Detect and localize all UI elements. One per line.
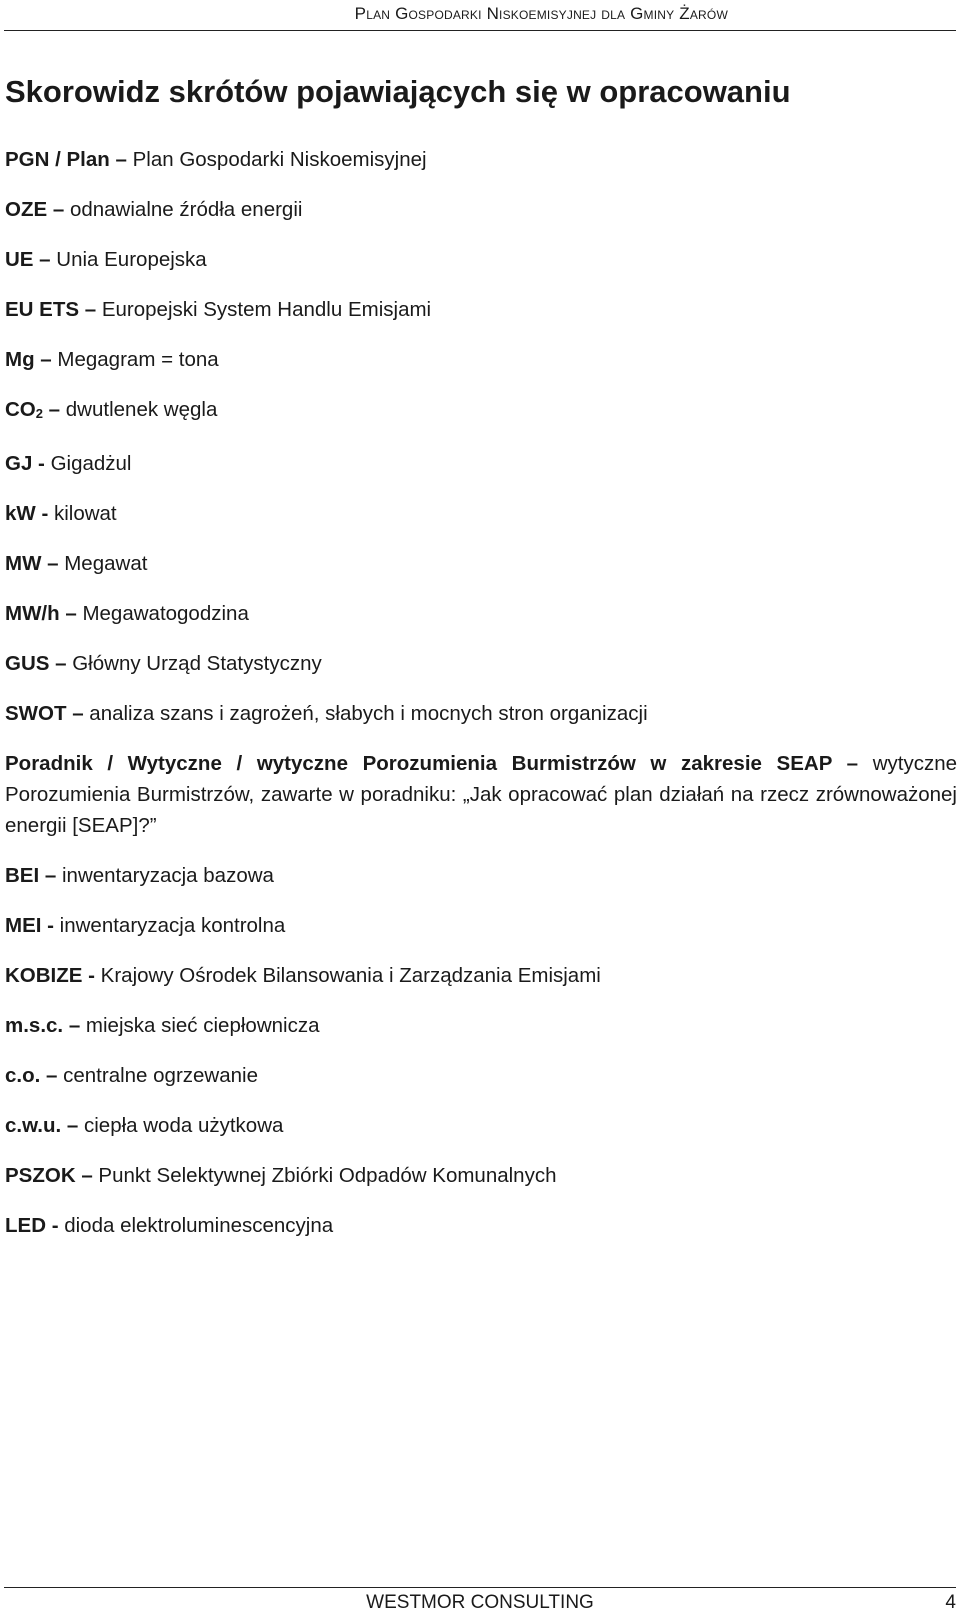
abbreviation-term xyxy=(5,702,67,725)
abbreviation-term-text: EU ETS xyxy=(5,298,80,321)
abbreviation-description: Megagram = tona xyxy=(57,348,219,371)
abbreviation-separator: – xyxy=(33,248,57,271)
abbreviation-term xyxy=(5,198,47,221)
abbreviation-term-text: Mg xyxy=(5,348,35,371)
abbreviation-description: Punkt Selektywnej Zbiórki Odpadów Komunalnych xyxy=(98,1164,557,1187)
abbreviation-description: wytyczne Porozumienia Burmistrzów, zawarte w poradniku: „Jak opracować plan działań na rzecz zrównoważonej energii [SEAP]?” xyxy=(5,752,957,837)
abbreviation-term-text: KOBIZE xyxy=(5,964,83,987)
abbreviation-term xyxy=(5,452,32,475)
abbreviation-description: dioda elektroluminescencyjna xyxy=(64,1214,334,1237)
abbreviation-entry xyxy=(5,910,957,941)
abbreviation-entry xyxy=(5,698,957,729)
abbreviation-term-text: PGN / Plan xyxy=(5,148,110,171)
abbreviation-description: centralne ogrzewanie xyxy=(63,1064,258,1087)
abbreviation-separator: – xyxy=(42,398,66,421)
abbreviation-term-text: c.w.u. xyxy=(5,1114,62,1137)
abbreviation-entry xyxy=(5,1160,957,1191)
abbreviation-separator: – xyxy=(61,1114,84,1137)
footer-divider xyxy=(4,1587,956,1588)
abbreviation-term-text: MEI xyxy=(5,914,42,937)
abbreviation-entry xyxy=(5,498,957,529)
abbreviation-term xyxy=(5,602,60,625)
abbreviation-term-text: LED xyxy=(5,1214,46,1237)
page-title: Skorowidz skrótów pojawiających się w opracowaniu xyxy=(5,74,791,109)
abbreviation-term xyxy=(5,1114,61,1137)
abbreviation-description: kilowat xyxy=(53,502,117,525)
abbreviation-separator: – xyxy=(40,1064,64,1087)
page-number: 4 xyxy=(945,1592,956,1613)
abbreviation-term xyxy=(5,148,110,171)
abbreviation-separator: – xyxy=(49,652,73,675)
abbreviation-term-text: MW xyxy=(5,552,42,575)
abbreviation-separator: – xyxy=(59,602,83,625)
abbreviation-term-text: CO xyxy=(5,398,36,421)
abbreviation-entry xyxy=(5,1060,957,1091)
abbreviation-description: Główny Urząd Statystyczny xyxy=(72,652,322,675)
abbreviation-separator: – xyxy=(39,864,62,887)
abbreviation-term xyxy=(5,398,43,421)
abbreviation-term xyxy=(5,864,39,887)
abbreviation-term-text: c.o. xyxy=(5,1064,41,1087)
abbreviation-term-text: PSZOK xyxy=(5,1164,76,1187)
abbreviation-term xyxy=(5,964,82,987)
abbreviation-description: Plan Gospodarki Niskoemisyjnej xyxy=(132,148,427,171)
abbreviation-entry xyxy=(5,144,957,175)
abbreviation-term xyxy=(5,502,36,525)
abbreviation-term xyxy=(5,348,35,371)
abbreviation-entry xyxy=(5,648,957,679)
abbreviation-separator: – xyxy=(832,752,873,775)
abbreviation-term-text: Poradnik / Wytyczne / wytyczne Porozumienia Burmistrzów w zakresie SEAP xyxy=(5,752,833,775)
abbreviation-term xyxy=(5,298,79,321)
abbreviation-separator: - xyxy=(82,964,101,987)
abbreviation-term-text: GUS xyxy=(5,652,50,675)
abbreviation-description: ciepła woda użytkowa xyxy=(84,1114,284,1137)
abbreviation-entry xyxy=(5,394,957,429)
abbreviation-description: Krajowy Ośrodek Bilansowania i Zarządzania Emisjami xyxy=(100,964,601,987)
abbreviation-description: miejska sieć ciepłownicza xyxy=(85,1014,320,1037)
abbreviation-list xyxy=(5,144,957,1260)
abbreviation-description: analiza szans i zagrożeń, słabych i mocnych stron organizacji xyxy=(89,702,648,725)
abbreviation-term xyxy=(5,914,41,937)
abbreviation-term xyxy=(5,1214,46,1237)
footer-company: WESTMOR CONSULTING xyxy=(366,1592,594,1613)
abbreviation-entry xyxy=(5,548,957,579)
page-header xyxy=(0,0,960,30)
abbreviation-separator: – xyxy=(79,298,102,321)
header-title: Plan Gospodarki Niskoemisyjnej dla Gminy Żarów xyxy=(354,4,728,23)
abbreviation-separator: – xyxy=(34,348,58,371)
abbreviation-subscript: 2 xyxy=(35,406,43,421)
abbreviation-separator: – xyxy=(47,198,70,221)
abbreviation-description: Gigadżul xyxy=(50,452,132,475)
abbreviation-term xyxy=(5,1064,40,1087)
abbreviation-entry xyxy=(5,1010,957,1041)
abbreviation-description: dwutlenek węgla xyxy=(65,398,218,421)
abbreviation-term-text: m.s.c. xyxy=(5,1014,64,1037)
abbreviation-term-text: kW xyxy=(5,502,36,525)
abbreviation-entry xyxy=(5,244,957,275)
abbreviation-term xyxy=(5,752,832,775)
abbreviation-separator: – xyxy=(66,702,90,725)
abbreviation-separator: - xyxy=(32,452,51,475)
header-divider xyxy=(4,30,956,31)
abbreviation-separator: – xyxy=(41,552,65,575)
abbreviation-separator: - xyxy=(35,502,54,525)
abbreviation-separator: – xyxy=(75,1164,99,1187)
abbreviation-term xyxy=(5,652,49,675)
abbreviation-term-text: SWOT xyxy=(5,702,67,725)
abbreviation-term xyxy=(5,552,41,575)
abbreviation-separator: – xyxy=(63,1014,86,1037)
abbreviation-entry xyxy=(5,1210,957,1241)
abbreviation-description: inwentaryzacja bazowa xyxy=(61,864,274,887)
abbreviation-description: odnawialne źródła energii xyxy=(69,198,303,221)
abbreviation-term-text: BEI xyxy=(5,864,40,887)
abbreviation-term-text: OZE xyxy=(5,198,48,221)
abbreviation-term-text: UE xyxy=(5,248,34,271)
abbreviation-entry xyxy=(5,860,957,891)
abbreviation-description: Megawat xyxy=(64,552,148,575)
abbreviation-entry xyxy=(5,448,957,479)
abbreviation-term-text: GJ xyxy=(5,452,33,475)
abbreviation-entry xyxy=(5,748,957,841)
abbreviation-term xyxy=(5,1014,63,1037)
abbreviation-description: Europejski System Handlu Emisjami xyxy=(101,298,432,321)
abbreviation-term xyxy=(5,1164,76,1187)
abbreviation-separator: – xyxy=(109,148,133,171)
abbreviation-description: inwentaryzacja kontrolna xyxy=(59,914,286,937)
abbreviation-entry xyxy=(5,598,957,629)
abbreviation-entry xyxy=(5,194,957,225)
abbreviation-description: Megawatogodzina xyxy=(82,602,249,625)
abbreviation-separator: - xyxy=(46,1214,65,1237)
abbreviation-entry xyxy=(5,960,957,991)
abbreviation-term xyxy=(5,248,33,271)
abbreviation-separator: - xyxy=(41,914,60,937)
abbreviation-entry xyxy=(5,344,957,375)
abbreviation-entry xyxy=(5,294,957,325)
abbreviation-term-text: MW/h xyxy=(5,602,60,625)
abbreviation-entry xyxy=(5,1110,957,1141)
abbreviation-description: Unia Europejska xyxy=(56,248,207,271)
